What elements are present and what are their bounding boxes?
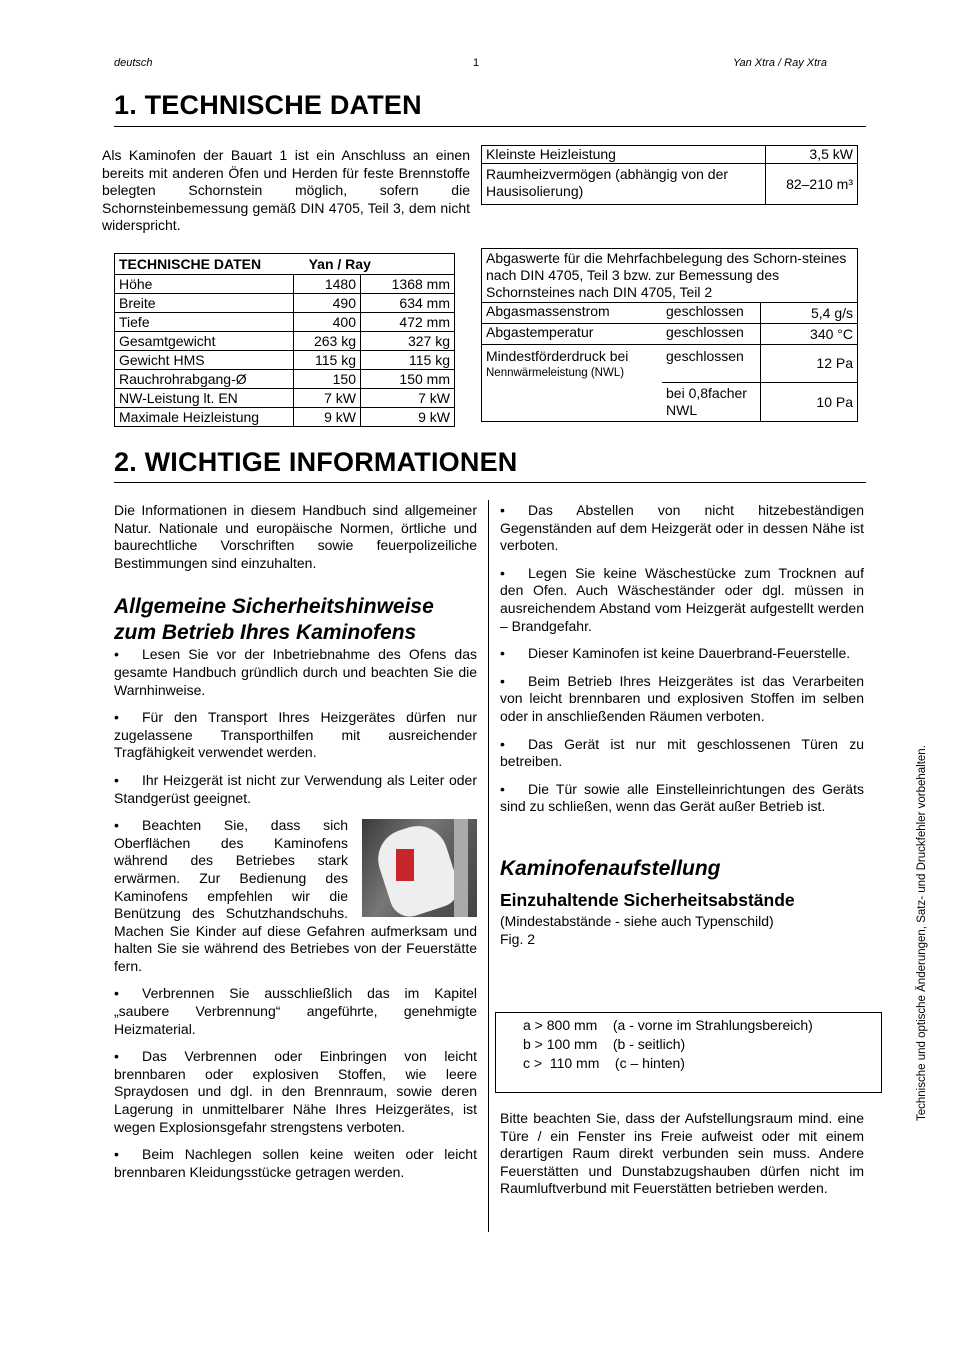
gas-massflow-cond: geschlossen [662, 303, 761, 324]
page-number: 1 [473, 57, 480, 69]
left-bullet2-item: • Das Verbrennen oder Einbringen von leicht brennbaren oder explosiven Stoffen, wie leere Spraydosen und dgl. in den Brennraum, sowie deren Lagerung in unmittelbarer Nähe Ihres Heizgerätes, ist wegen Explosionsgefahr strengstens verboten. [114, 1048, 477, 1135]
gas-draft-cond: geschlossen [662, 345, 761, 383]
side-note: Technische und optische Änderungen, Satz- und Druckfehler vorbehalten. [916, 745, 928, 1121]
tech-value-yan: 1480 [294, 275, 361, 294]
gas-draft08-value: 10 Pa [761, 383, 858, 422]
right-bullet-text: Legen Sie keine Wäschestücke zum Trocknen auf den Ofen. Auch Wäscheständer oder dgl. müssen in ausreichendem Abstand vom Heizgerät aufgestellt werden – Brandgefahr. [500, 564, 864, 634]
gas-table [481, 248, 858, 422]
glove-text-a: Beachten Sie, dass sich Oberflächen des Kaminofens während des Betriebes stark erwärmen. Zur Bedienung des Kaminofens empfehlen wir die Benützung des Schutzhandschuhs. Machen Sie [114, 817, 348, 939]
heat-label-min: Kleinste Heizleistung [482, 146, 766, 164]
distance-line: c > 110 mm (c – hinten) [523, 1055, 685, 1071]
left-column [114, 502, 477, 1181]
gas-draft-label: Mindestförderdruck bei [486, 348, 629, 364]
heat-table [481, 145, 858, 205]
distances-box [495, 1012, 882, 1093]
gas-temp-label: Abgastemperatur [482, 324, 663, 345]
right-bullet-item: • Beim Betrieb Ihres Heizgerätes ist das Verarbeiten von leicht brennbaren und explosiven Stoffen im selben oder in anschließenden Räumen verboten. [500, 672, 864, 724]
distance-line: a > 800 mm (a - vorne im Strahlungsbereich) [523, 1017, 813, 1033]
gas-table-header: Abgaswerte für die Mehrfachbelegung des Schorn-steines nach DIN 4705, Teil 3 bzw. zur Bemessung des Schornsteines nach DIN 4705, Teil 2 [482, 249, 858, 303]
left-bullet2-text: Verbrennen Sie ausschließlich das im Kapitel „saubere Verbrennung“ angeführte, genehmigte Heizmaterial. [114, 985, 477, 1037]
tech-value-ray: 9 kW [361, 408, 455, 427]
tech-row [115, 370, 455, 389]
tech-row [115, 389, 455, 408]
section2-intro: Die Informationen in diesem Handbuch sind allgemeiner Natur. Nationale und europäische Normen, örtliche und baurechtliche Vorschriften sowie feuerpolizeiliche Bestimmungen sind einzuhalten. [114, 502, 477, 571]
heat-value-min: 3,5 kW [766, 146, 858, 164]
glove-item: • Beachten Sie, dass sich Oberflächen des Kaminofens während des Betriebes stark erwärmen. Zur Bedienung des Kaminofens empfehlen wir die Benützung des Schutzhandschuhs. Machen Sie Kinder auf diese Gefahren aufmerksam und halten Sie sie während des Betriebes von der Feuerstätte fern. [114, 817, 477, 974]
right-bullet-text: Die Tür sowie alle Einstelleinrichtungen des Geräts sind zu schließen, wenn das Gerät außer Betrieb ist. [500, 780, 864, 815]
right-bullet-text: Beim Betrieb Ihres Heizgerätes ist das Verarbeiten von leicht brennbaren und explosiven Stoffen im selben oder in anschließenden Räumen verboten. [500, 672, 864, 724]
tech-value-yan: 400 [294, 313, 361, 332]
tech-label: Gesamtgewicht [115, 332, 294, 351]
tech-value-yan: 115 kg [294, 351, 361, 370]
left-bullet2-item: • Beim Nachlegen sollen keine weiten oder leicht brennbaren Kleidungsstücke getragen werden. [114, 1146, 477, 1180]
right-column [500, 502, 864, 948]
header-language: deutsch [114, 57, 153, 69]
setup-text: Bitte beachten Sie, dass der Aufstellungsraum mind. eine Türe / ein Fenster ins Freie aufweist oder mit einem derartigen Raum direkt verbunden sein muss. Andere Feuerstätten und Dunstabzugshauben dürfen nicht im Raumluftverbund mit Feuerstätten betrieben werden. [500, 1110, 864, 1197]
left-bullet2-text: Das Verbrennen oder Einbringen von leicht brennbaren oder explosiven Stoffen, wie leere Spraydosen und dgl. in den Brennraum, sowie deren Lagerung in unmittelbarer Nähe Ihres Heizgerätes, ist wegen Explosionsgefahr strengstens verboten. [114, 1048, 477, 1135]
left-bullet2-item: • Verbrennen Sie ausschließlich das im Kapitel „saubere Verbrennung“ angeführte, genehmigte Heizmaterial. [114, 985, 477, 1037]
glove-photo [362, 819, 477, 917]
right-bullet-item: • Legen Sie keine Wäschestücke zum Trocknen auf den Ofen. Auch Wäscheständer oder dgl. müssen in ausreichendem Abstand vom Heizgerät aufgestellt werden – Brandgefahr. [500, 564, 864, 634]
tech-value-ray: 472 mm [361, 313, 455, 332]
tech-value-ray: 327 kg [361, 332, 455, 351]
distance-line: b > 100 mm (b - seitlich) [523, 1036, 686, 1052]
tech-row [115, 275, 455, 294]
right-bullet-item: • Das Abstellen von nicht hitzebeständigen Gegenständen auf dem Heizgerät oder in dessen Nähe ist verboten. [500, 502, 864, 554]
tech-data-table [114, 253, 455, 427]
tech-label: Maximale Heizleistung [115, 408, 294, 427]
tech-label: Breite [115, 294, 294, 313]
left-bullet-text: Für den Transport Ihres Heizgerätes dürfen nur zugelassene Transporthilfen mit ausreichender Tragfähigkeit verwendet werden. [114, 709, 477, 761]
tech-row [115, 332, 455, 351]
section2-title: 2. WICHTIGE INFORMATIONEN [114, 447, 518, 477]
left-bullet-item: • Für den Transport Ihres Heizgerätes dürfen nur zugelassene Transporthilfen mit ausreichender Tragfähigkeit verwendet werden. [114, 709, 477, 761]
glove-text-b: Kinder auf diese Gefahren aufmerksam und halten Sie sie während des Betriebes von der Feuerstätte fern. [114, 922, 477, 974]
left-bullet-text: Ihr Heizgerät ist nicht zur Verwendung als Leiter oder Standgerüst geeignet. [114, 771, 477, 806]
tech-value-ray: 7 kW [361, 389, 455, 408]
header-model: Yan Xtra / Ray Xtra [733, 57, 827, 69]
left-bullet2-text: Beim Nachlegen sollen keine weiten oder leicht brennbaren Kleidungsstücke getragen werden. [114, 1146, 477, 1180]
gas-massflow-label: Abgasmassenstrom [482, 303, 663, 324]
gas-draft-sub: Nennwärmeleistung (NWL) [486, 367, 625, 379]
left-bullet-text: Lesen Sie vor der Inbetriebnahme des Ofens das gesamte Handbuch gründlich durch und beachten Sie die Warnhinweise. [114, 646, 477, 698]
setup-title: Kaminofenaufstellung [500, 856, 721, 880]
gas-draft08-cond: bei 0,8facher NWL [662, 383, 761, 422]
right-bullet-item: • Die Tür sowie alle Einstelleinrichtungen des Geräts sind zu schließen, wenn das Gerät außer Betrieb ist. [500, 780, 864, 815]
tech-row [115, 294, 455, 313]
tech-value-ray: 115 kg [361, 351, 455, 370]
tech-value-ray: 1368 mm [361, 275, 455, 294]
fig-label: Fig. 2 [500, 930, 536, 947]
right-bullet-text: Dieser Kaminofen ist keine Dauerbrand-Feuerstelle. [528, 645, 851, 662]
tech-row [115, 313, 455, 332]
tech-value-ray: 150 mm [361, 370, 455, 389]
heat-value-room: 82–210 m³ [766, 164, 858, 205]
gas-temp-value: 340 °C [761, 324, 858, 345]
tech-row [115, 408, 455, 427]
section1-title: 1. TECHNISCHE DATEN [114, 90, 422, 120]
safety-title: Allgemeine Sicherheitshinweise zum Betrieb Ihres Kaminofens [114, 595, 434, 645]
tech-table-col: Yan / Ray [308, 255, 371, 272]
heat-label-room: Raumheizvermögen (abhängig von der Hausisolierung) [482, 164, 766, 205]
right-bullet-item: • Dieser Kaminofen ist keine Dauerbrand-Feuerstelle. [500, 645, 851, 662]
tech-value-yan: 7 kW [294, 389, 361, 408]
tech-label: NW-Leistung lt. EN [115, 389, 294, 408]
tech-value-yan: 490 [294, 294, 361, 313]
left-bullet-item: • Ihr Heizgerät ist nicht zur Verwendung als Leiter oder Standgerüst geeignet. [114, 771, 477, 806]
tech-value-yan: 150 [294, 370, 361, 389]
gas-temp-cond: geschlossen [662, 324, 761, 345]
tech-label: Rauchrohrabgang-Ø [115, 370, 294, 389]
tech-label: Tiefe [115, 313, 294, 332]
gas-massflow-value: 5,4 g/s [761, 303, 858, 324]
right-bullet-text: Das Abstellen von nicht hitzebeständigen Gegenständen auf dem Heizgerät oder in dessen Nähe ist verboten. [500, 502, 864, 554]
tech-value-yan: 263 kg [294, 332, 361, 351]
tech-table-header: TECHNISCHE DATEN [119, 255, 262, 272]
right-bullet-text: Das Gerät ist nur mit geschlossenen Türen zu betreiben. [500, 735, 864, 770]
tech-label: Höhe [115, 275, 294, 294]
right-bullet-item: • Das Gerät ist nur mit geschlossenen Türen zu betreiben. [500, 735, 864, 770]
distances-note: (Mindestabstände - siehe auch Typenschild) [500, 912, 774, 929]
left-bullet-item: • Lesen Sie vor der Inbetriebnahme des Ofens das gesamte Handbuch gründlich durch und beachten Sie die Warnhinweise. [114, 646, 477, 698]
tech-value-ray: 634 mm [361, 294, 455, 313]
section1-intro: Als Kaminofen der Bauart 1 ist ein Anschluss an einen bereits mit anderen Öfen und Herden für feste Brennstoffe belegten Schornstein möglich, sofern die Schornsteinbemessung gemäß DIN 4705, Teil 3, dem nicht widerspricht. [102, 147, 470, 234]
tech-value-yan: 9 kW [294, 408, 361, 427]
distances-title: Einzuhaltende Sicherheitsabstände [500, 889, 795, 910]
tech-row [115, 351, 455, 370]
tech-label: Gewicht HMS [115, 351, 294, 370]
gas-draft-value: 12 Pa [761, 345, 858, 383]
